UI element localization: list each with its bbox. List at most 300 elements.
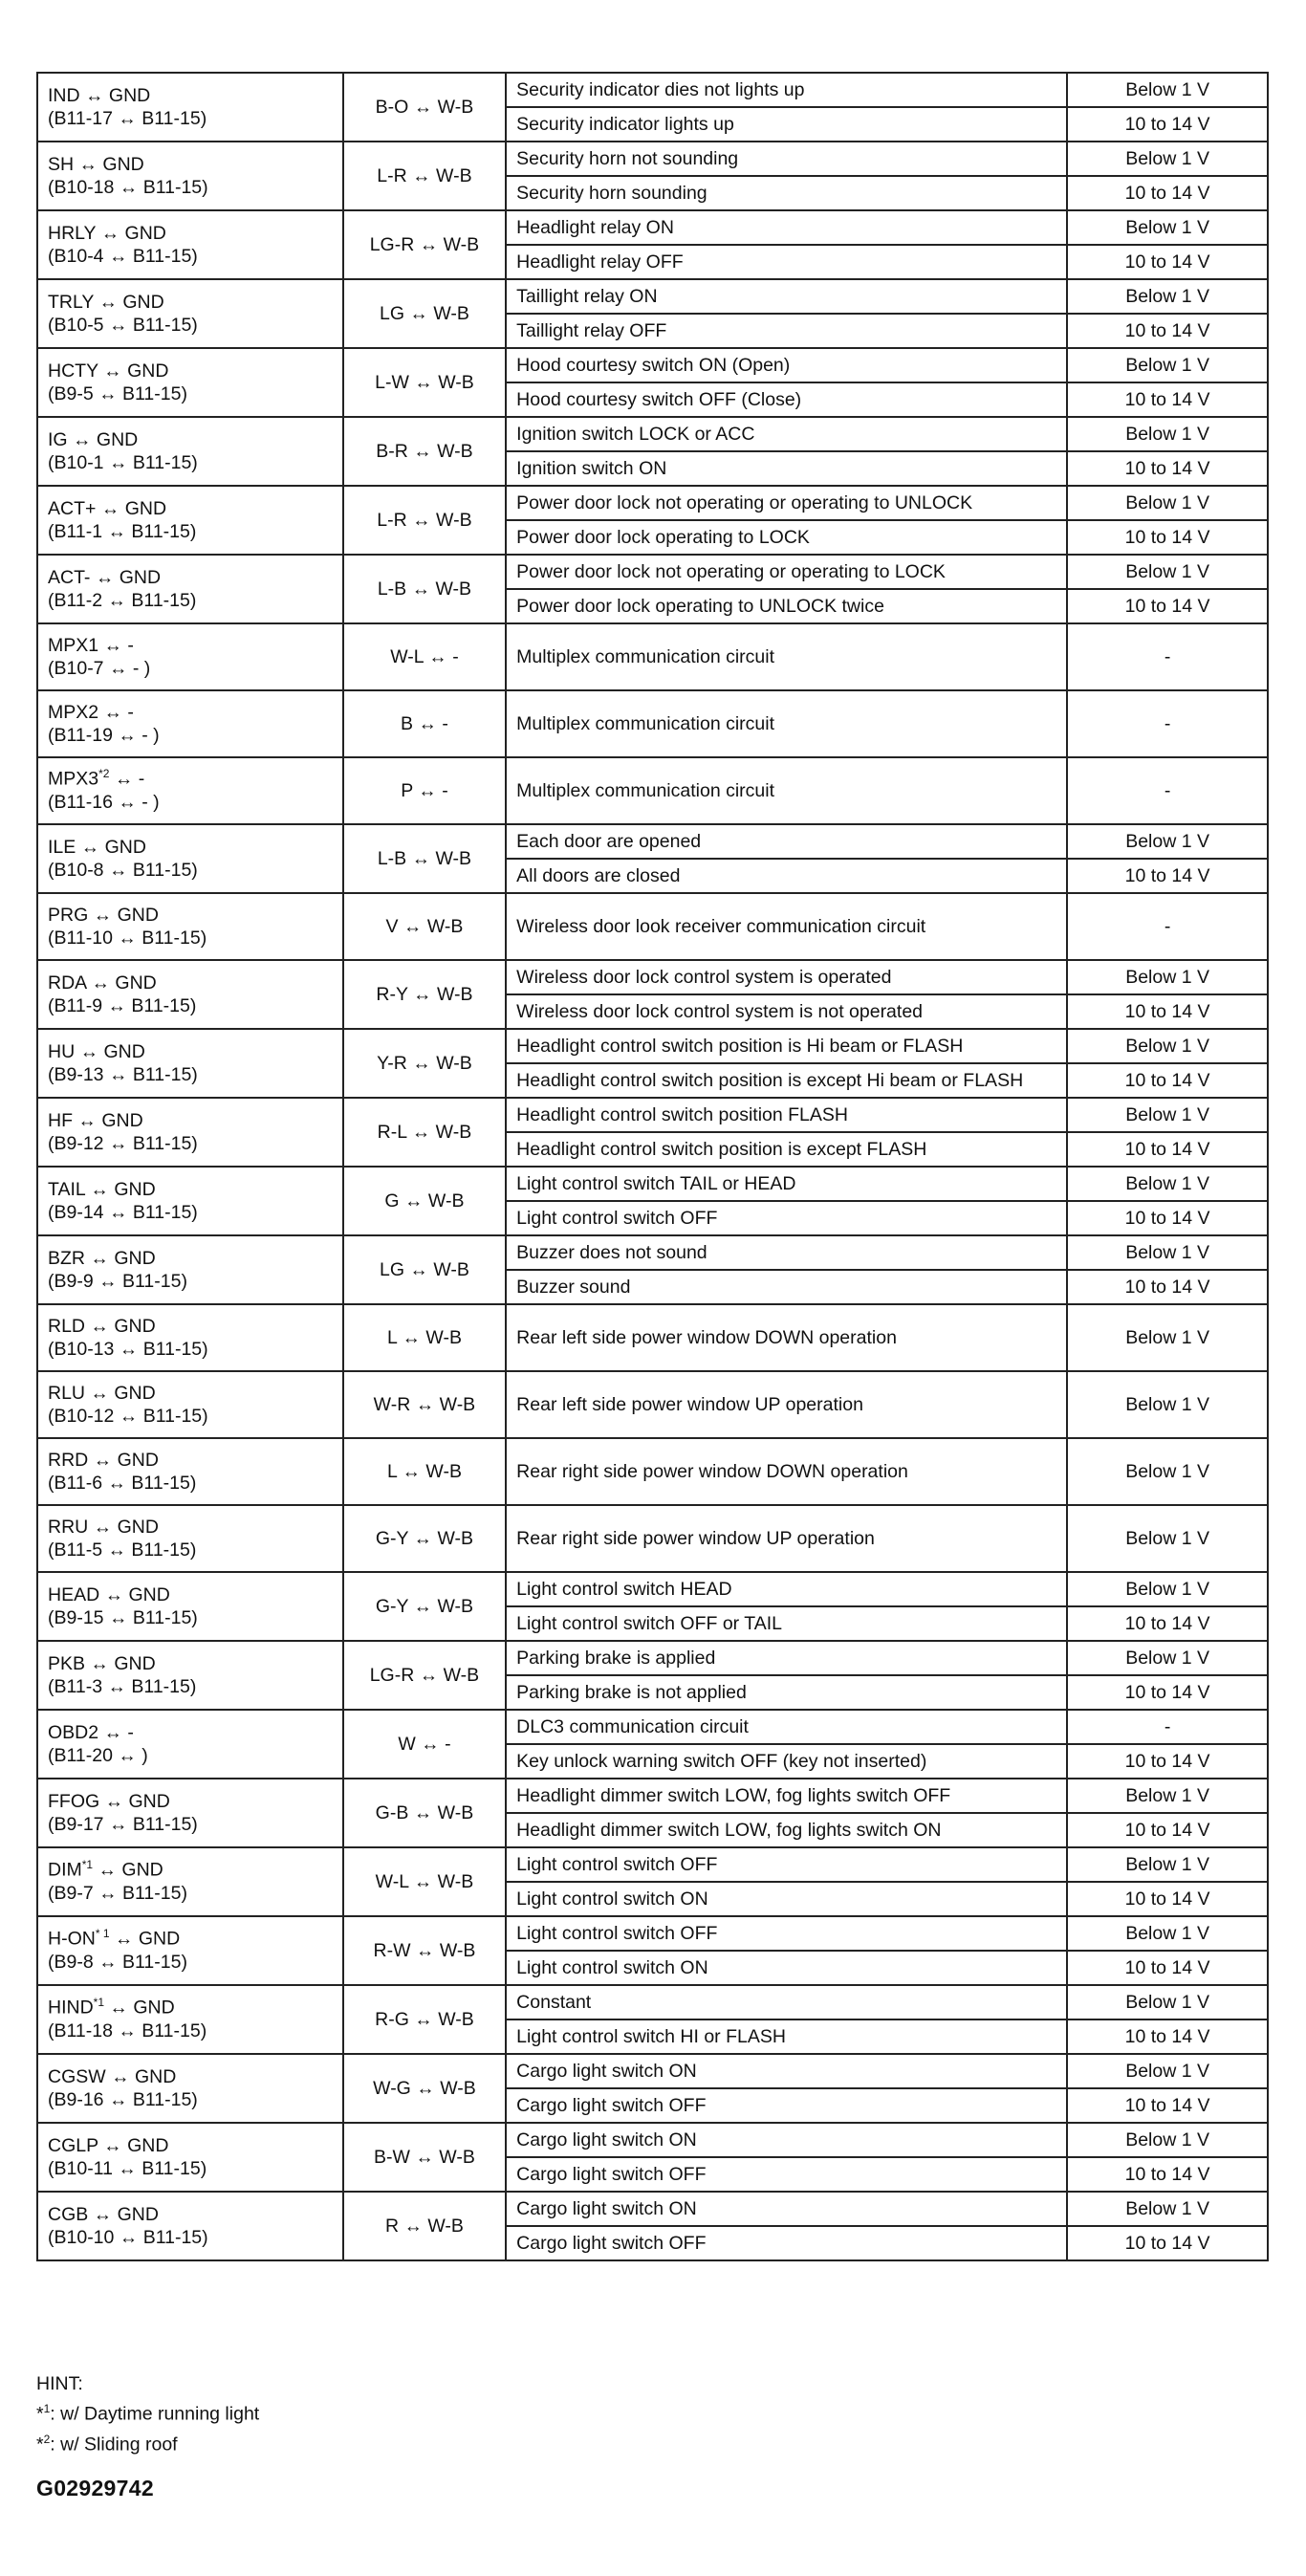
terminal-name-text: HCTY ↔ GND xyxy=(48,360,169,382)
table-row xyxy=(37,824,1268,859)
terminal-name xyxy=(48,1315,333,1338)
specified-condition-cell: Below 1 V xyxy=(1067,1505,1268,1572)
condition-cell: Multiplex communication circuit xyxy=(506,690,1067,757)
hint-note-text: : w/ Sliding roof xyxy=(50,2434,178,2455)
condition-cell: Security indicator dies not lights up xyxy=(506,73,1067,107)
specified-condition-cell: 10 to 14 V xyxy=(1067,1951,1268,1985)
terminal-pins: (B10-12 ↔ B11-15) xyxy=(48,1406,208,1427)
specified-condition-cell: 10 to 14 V xyxy=(1067,245,1268,279)
terminal-name-suffix: ↔ GND xyxy=(104,1997,175,2019)
condition-cell: Wireless door look receiver communication circuit xyxy=(506,893,1067,960)
terminal-pins: (B11-3 ↔ B11-15) xyxy=(48,1676,197,1697)
terminal-cell xyxy=(37,1167,343,1235)
condition-cell: Hood courtesy switch OFF (Close) xyxy=(506,382,1067,417)
specified-condition-cell: 10 to 14 V xyxy=(1067,382,1268,417)
table-row xyxy=(37,690,1268,757)
terminal-name-text: ACT+ ↔ GND xyxy=(48,497,167,519)
wiring-color-cell: R-L ↔ W-B xyxy=(343,1098,506,1167)
wiring-color-cell: W ↔ - xyxy=(343,1710,506,1779)
terminal-name xyxy=(48,222,333,245)
terminal-name xyxy=(48,1790,333,1813)
hint-note xyxy=(36,2427,259,2457)
condition-cell: Parking brake is not applied xyxy=(506,1675,1067,1710)
wiring-color-cell: L-B ↔ W-B xyxy=(343,555,506,623)
specified-condition-cell: Below 1 V xyxy=(1067,1438,1268,1505)
terminal-pins: (B9-14 ↔ B11-15) xyxy=(48,1202,198,1223)
specified-condition-cell: 10 to 14 V xyxy=(1067,1132,1268,1167)
terminal-pins: (B10-5 ↔ B11-15) xyxy=(48,315,198,336)
wiring-color-cell: W-R ↔ W-B xyxy=(343,1371,506,1438)
specified-condition-cell: Below 1 V xyxy=(1067,73,1268,107)
terminal-cell xyxy=(37,348,343,417)
wiring-color-cell: G ↔ W-B xyxy=(343,1167,506,1235)
specified-condition-cell: 10 to 14 V xyxy=(1067,1606,1268,1641)
terminal-pins: (B11-9 ↔ B11-15) xyxy=(48,995,197,1016)
terminal-name-text: MPX1 ↔ - xyxy=(48,634,134,656)
table-row xyxy=(37,348,1268,382)
condition-cell: Rear right side power window UP operation xyxy=(506,1505,1067,1572)
table-body xyxy=(37,73,1268,2260)
table-row xyxy=(37,893,1268,960)
condition-cell: Light control switch ON xyxy=(506,1951,1067,1985)
terminal-name xyxy=(48,428,333,451)
specified-condition-cell: 10 to 14 V xyxy=(1067,1063,1268,1098)
terminal-cell xyxy=(37,2054,343,2123)
condition-cell: Light control switch OFF xyxy=(506,1201,1067,1235)
specified-condition-cell: 10 to 14 V xyxy=(1067,2088,1268,2123)
terminal-cell xyxy=(37,1847,343,1916)
terminal-pins: (B9-17 ↔ B11-15) xyxy=(48,1814,198,1835)
condition-cell: Light control switch HEAD xyxy=(506,1572,1067,1606)
specified-condition-cell: Below 1 V xyxy=(1067,2192,1268,2226)
terminal-pins: (B10-13 ↔ B11-15) xyxy=(48,1339,208,1360)
terminal-name-text: HRLY ↔ GND xyxy=(48,222,166,244)
terminal-cell xyxy=(37,486,343,555)
wiring-color-cell: R-G ↔ W-B xyxy=(343,1985,506,2054)
specified-condition-cell: - xyxy=(1067,690,1268,757)
terminal-pins: (B11-6 ↔ B11-15) xyxy=(48,1473,197,1494)
table-row xyxy=(37,210,1268,245)
table-row xyxy=(37,1098,1268,1132)
terminal-name-text: PRG ↔ GND xyxy=(48,904,159,926)
specified-condition-cell: Below 1 V xyxy=(1067,2123,1268,2157)
wiring-color-cell: V ↔ W-B xyxy=(343,893,506,960)
specified-condition-cell: 10 to 14 V xyxy=(1067,2157,1268,2192)
terminal-pins: (B10-8 ↔ B11-15) xyxy=(48,860,198,881)
terminal-pins: (B10-10 ↔ B11-15) xyxy=(48,2227,208,2248)
wiring-color-cell: LG-R ↔ W-B xyxy=(343,1641,506,1710)
terminal-pins: (B11-10 ↔ B11-15) xyxy=(48,928,207,949)
table-row xyxy=(37,757,1268,824)
specified-condition-cell: Below 1 V xyxy=(1067,348,1268,382)
hint-note-sup: 2 xyxy=(43,2432,51,2446)
condition-cell: Rear right side power window DOWN operation xyxy=(506,1438,1067,1505)
specified-condition-cell: 10 to 14 V xyxy=(1067,2226,1268,2260)
specified-condition-cell: Below 1 V xyxy=(1067,2054,1268,2088)
terminal-pins: (B10-18 ↔ B11-15) xyxy=(48,177,208,198)
wiring-color-cell: B ↔ - xyxy=(343,690,506,757)
condition-cell: Cargo light switch OFF xyxy=(506,2226,1067,2260)
condition-cell: Security horn sounding xyxy=(506,176,1067,210)
table-row xyxy=(37,1235,1268,1270)
specified-condition-cell: 10 to 14 V xyxy=(1067,994,1268,1029)
specified-condition-cell: 10 to 14 V xyxy=(1067,451,1268,486)
terminal-pins: (B11-17 ↔ B11-15) xyxy=(48,108,207,129)
terminal-name-suffix: ↔ - xyxy=(109,768,145,790)
terminal-name-text: RRU ↔ GND xyxy=(48,1516,159,1538)
terminal-name xyxy=(48,360,333,382)
terminal-name xyxy=(48,1178,333,1201)
condition-cell: Headlight control switch position is except Hi beam or FLASH xyxy=(506,1063,1067,1098)
wiring-color-cell: P ↔ - xyxy=(343,757,506,824)
condition-cell: Cargo light switch ON xyxy=(506,2192,1067,2226)
terminal-cell xyxy=(37,1505,343,1572)
specified-condition-cell: Below 1 V xyxy=(1067,1572,1268,1606)
condition-cell: Power door lock not operating or operating to UNLOCK xyxy=(506,486,1067,520)
specified-condition-cell: 10 to 14 V xyxy=(1067,859,1268,893)
condition-cell: Buzzer sound xyxy=(506,1270,1067,1304)
condition-cell: Headlight dimmer switch LOW, fog lights switch ON xyxy=(506,1813,1067,1847)
condition-cell: Security indicator lights up xyxy=(506,107,1067,142)
table-row xyxy=(37,1641,1268,1675)
table-row xyxy=(37,73,1268,107)
terminal-pins: (B11-2 ↔ B11-15) xyxy=(48,590,197,611)
terminal-cell xyxy=(37,824,343,893)
wiring-color-cell: L-B ↔ W-B xyxy=(343,824,506,893)
terminal-name-text: CGLP ↔ GND xyxy=(48,2134,169,2156)
condition-cell: Constant xyxy=(506,1985,1067,2019)
table-row xyxy=(37,1847,1268,1882)
terminal-name xyxy=(48,1583,333,1606)
specified-condition-cell: 10 to 14 V xyxy=(1067,107,1268,142)
specified-condition-cell: - xyxy=(1067,757,1268,824)
terminal-name xyxy=(48,767,333,791)
terminal-cell xyxy=(37,1916,343,1985)
hint-title: HINT: xyxy=(36,2373,83,2394)
terminal-name xyxy=(48,2134,333,2157)
condition-cell: Ignition switch ON xyxy=(506,451,1067,486)
terminal-cell xyxy=(37,1029,343,1098)
terminal-cell xyxy=(37,2123,343,2192)
condition-cell: DLC3 communication circuit xyxy=(506,1710,1067,1744)
condition-cell: Each door are opened xyxy=(506,824,1067,859)
hint-block xyxy=(36,2371,259,2456)
condition-cell: Rear left side power window DOWN operation xyxy=(506,1304,1067,1371)
terminal-cell xyxy=(37,210,343,279)
terminal-cell xyxy=(37,1438,343,1505)
specified-condition-cell: Below 1 V xyxy=(1067,960,1268,994)
terminal-voltage-table xyxy=(36,72,1269,2261)
condition-cell: Cargo light switch ON xyxy=(506,2123,1067,2157)
terminal-name xyxy=(48,566,333,589)
table-row xyxy=(37,2192,1268,2226)
terminal-name-text: OBD2 ↔ - xyxy=(48,1721,134,1743)
terminal-name xyxy=(48,701,333,724)
terminal-name-text: IND ↔ GND xyxy=(48,84,151,106)
terminal-cell xyxy=(37,757,343,824)
condition-cell: Taillight relay OFF xyxy=(506,314,1067,348)
condition-cell: Headlight relay ON xyxy=(506,210,1067,245)
terminal-name xyxy=(48,291,333,314)
specified-condition-cell: Below 1 V xyxy=(1067,1847,1268,1882)
specified-condition-cell: 10 to 14 V xyxy=(1067,1744,1268,1779)
specified-condition-cell: 10 to 14 V xyxy=(1067,1270,1268,1304)
table-row xyxy=(37,279,1268,314)
terminal-pins: (B9-8 ↔ B11-15) xyxy=(48,1952,187,1974)
condition-cell: Cargo light switch OFF xyxy=(506,2157,1067,2192)
terminal-cell xyxy=(37,1710,343,1779)
terminal-name xyxy=(48,1858,333,1882)
wiring-color-cell: B-W ↔ W-B xyxy=(343,2123,506,2192)
condition-cell: Wireless door lock control system is operated xyxy=(506,960,1067,994)
specified-condition-cell: - xyxy=(1067,1710,1268,1744)
wiring-color-cell: R ↔ W-B xyxy=(343,2192,506,2260)
hint-note-text: : w/ Daytime running light xyxy=(50,2403,260,2425)
table-row xyxy=(37,1029,1268,1063)
specified-condition-cell: Below 1 V xyxy=(1067,1641,1268,1675)
terminal-name-suffix: ↔ GND xyxy=(109,1928,181,1950)
condition-cell: Headlight control switch position FLASH xyxy=(506,1098,1067,1132)
condition-cell: Wireless door lock control system is not operated xyxy=(506,994,1067,1029)
terminal-pins: (B11-1 ↔ B11-15) xyxy=(48,521,197,542)
wiring-color-cell: L-R ↔ W-B xyxy=(343,486,506,555)
condition-cell: Light control switch OFF xyxy=(506,1847,1067,1882)
specified-condition-cell: Below 1 V xyxy=(1067,1304,1268,1371)
specified-condition-cell: Below 1 V xyxy=(1067,1029,1268,1063)
condition-cell: Headlight relay OFF xyxy=(506,245,1067,279)
terminal-cell xyxy=(37,1304,343,1371)
terminal-pins: (B9-16 ↔ B11-15) xyxy=(48,2089,198,2110)
terminal-name xyxy=(48,904,333,927)
condition-cell: Light control switch TAIL or HEAD xyxy=(506,1167,1067,1201)
hint-note-mark: * xyxy=(36,2434,44,2455)
condition-cell: Cargo light switch ON xyxy=(506,2054,1067,2088)
terminal-pins: (B9-7 ↔ B11-15) xyxy=(48,1883,187,1905)
specified-condition-cell: Below 1 V xyxy=(1067,1371,1268,1438)
condition-cell: Hood courtesy switch ON (Open) xyxy=(506,348,1067,382)
terminal-name-suffix: ↔ GND xyxy=(93,1859,163,1881)
table-row xyxy=(37,1304,1268,1371)
table-row xyxy=(37,1985,1268,2019)
terminal-name xyxy=(48,836,333,859)
terminal-name xyxy=(48,153,333,176)
terminal-cell xyxy=(37,1098,343,1167)
wiring-color-cell: L ↔ W-B xyxy=(343,1438,506,1505)
specified-condition-cell: 10 to 14 V xyxy=(1067,1675,1268,1710)
terminal-cell xyxy=(37,1779,343,1847)
wiring-color-cell: W-L ↔ W-B xyxy=(343,1847,506,1916)
terminal-pins: (B10-1 ↔ B11-15) xyxy=(48,452,198,473)
terminal-pins: (B9-5 ↔ B11-15) xyxy=(48,383,187,404)
specified-condition-cell: 10 to 14 V xyxy=(1067,589,1268,623)
specified-condition-cell: Below 1 V xyxy=(1067,1167,1268,1201)
table-row xyxy=(37,417,1268,451)
terminal-name xyxy=(48,971,333,994)
terminal-name-text: DIM xyxy=(48,1859,82,1881)
wiring-color-cell: R-W ↔ W-B xyxy=(343,1916,506,1985)
specified-condition-cell: Below 1 V xyxy=(1067,142,1268,176)
terminal-name-text: MPX2 ↔ - xyxy=(48,701,134,723)
condition-cell: Headlight control switch position is except FLASH xyxy=(506,1132,1067,1167)
specified-condition-cell: - xyxy=(1067,623,1268,690)
wiring-color-cell: Y-R ↔ W-B xyxy=(343,1029,506,1098)
hint-note xyxy=(36,2396,259,2427)
wiring-color-cell: G-Y ↔ W-B xyxy=(343,1505,506,1572)
terminal-cell xyxy=(37,1985,343,2054)
terminal-pins: (B9-9 ↔ B11-15) xyxy=(48,1271,187,1292)
table-row xyxy=(37,1710,1268,1744)
wiring-color-cell: LG-R ↔ W-B xyxy=(343,210,506,279)
terminal-name xyxy=(48,1996,333,2019)
condition-cell: Ignition switch LOCK or ACC xyxy=(506,417,1067,451)
terminal-name xyxy=(48,634,333,657)
condition-cell: Power door lock operating to LOCK xyxy=(506,520,1067,555)
terminal-cell xyxy=(37,690,343,757)
wiring-color-cell: L-R ↔ W-B xyxy=(343,142,506,210)
terminal-name-text: HIND xyxy=(48,1997,94,2019)
terminal-pins: (B11-16 ↔ - ) xyxy=(48,792,160,814)
footnote-mark: *1 xyxy=(93,1996,105,2010)
wiring-color-cell: B-O ↔ W-B xyxy=(343,73,506,142)
terminal-name-text: CGSW ↔ GND xyxy=(48,2065,177,2087)
terminal-pins: (B11-19 ↔ - ) xyxy=(48,725,160,746)
wiring-color-cell: W-G ↔ W-B xyxy=(343,2054,506,2123)
terminal-pins: (B10-7 ↔ - ) xyxy=(48,658,151,679)
terminal-name xyxy=(48,2065,333,2088)
terminal-name-text: ILE ↔ GND xyxy=(48,836,146,858)
condition-cell: Parking brake is applied xyxy=(506,1641,1067,1675)
terminal-name-text: CGB ↔ GND xyxy=(48,2203,159,2225)
footnote-mark: *2 xyxy=(98,767,110,781)
wiring-color-cell: LG ↔ W-B xyxy=(343,1235,506,1304)
terminal-pins: (B11-20 ↔ ) xyxy=(48,1745,148,1766)
terminal-cell xyxy=(37,623,343,690)
terminal-name-text: PKB ↔ GND xyxy=(48,1652,156,1674)
terminal-name xyxy=(48,1449,333,1472)
condition-cell: Headlight dimmer switch LOW, fog lights switch OFF xyxy=(506,1779,1067,1813)
condition-cell: Multiplex communication circuit xyxy=(506,623,1067,690)
specified-condition-cell: Below 1 V xyxy=(1067,555,1268,589)
condition-cell: Headlight control switch position is Hi beam or FLASH xyxy=(506,1029,1067,1063)
table-row xyxy=(37,1572,1268,1606)
terminal-name-text: H-ON xyxy=(48,1928,96,1950)
condition-cell: Light control switch OFF xyxy=(506,1916,1067,1951)
terminal-name xyxy=(48,497,333,520)
terminal-name xyxy=(48,1040,333,1063)
specified-condition-cell: 10 to 14 V xyxy=(1067,314,1268,348)
terminal-name-text: MPX3 xyxy=(48,768,99,790)
terminal-name xyxy=(48,84,333,107)
specified-condition-cell: 10 to 14 V xyxy=(1067,1813,1268,1847)
table-row xyxy=(37,555,1268,589)
wiring-color-cell: R-Y ↔ W-B xyxy=(343,960,506,1029)
terminal-cell xyxy=(37,73,343,142)
wiring-color-cell: L ↔ W-B xyxy=(343,1304,506,1371)
specified-condition-cell: Below 1 V xyxy=(1067,279,1268,314)
wiring-color-cell: W-L ↔ - xyxy=(343,623,506,690)
specified-condition-cell: Below 1 V xyxy=(1067,1235,1268,1270)
wiring-color-cell: G-B ↔ W-B xyxy=(343,1779,506,1847)
table-row xyxy=(37,2123,1268,2157)
terminal-name-text: ACT- ↔ GND xyxy=(48,566,162,588)
table-row xyxy=(37,2054,1268,2088)
terminal-name-text: RRD ↔ GND xyxy=(48,1449,159,1471)
terminal-pins: (B9-15 ↔ B11-15) xyxy=(48,1607,198,1628)
terminal-name-text: TAIL ↔ GND xyxy=(48,1178,156,1200)
terminal-cell xyxy=(37,960,343,1029)
wiring-color-cell: G-Y ↔ W-B xyxy=(343,1572,506,1641)
specified-condition-cell: Below 1 V xyxy=(1067,417,1268,451)
table-row xyxy=(37,1371,1268,1438)
terminal-cell xyxy=(37,1572,343,1641)
specified-condition-cell: Below 1 V xyxy=(1067,1098,1268,1132)
table-row xyxy=(37,623,1268,690)
condition-cell: Key unlock warning switch OFF (key not inserted) xyxy=(506,1744,1067,1779)
terminal-name xyxy=(48,1382,333,1405)
terminal-name xyxy=(48,1247,333,1270)
terminal-pins: (B9-13 ↔ B11-15) xyxy=(48,1064,198,1085)
terminal-name-text: IG ↔ GND xyxy=(48,428,139,450)
terminal-name-text: SH ↔ GND xyxy=(48,153,144,175)
condition-cell: Rear left side power window UP operation xyxy=(506,1371,1067,1438)
specified-condition-cell: 10 to 14 V xyxy=(1067,1201,1268,1235)
terminal-name xyxy=(48,1927,333,1951)
specified-condition-cell: - xyxy=(1067,893,1268,960)
table-row xyxy=(37,1916,1268,1951)
terminal-name-text: TRLY ↔ GND xyxy=(48,291,164,313)
condition-cell: Light control switch OFF or TAIL xyxy=(506,1606,1067,1641)
hint-note-sup: 1 xyxy=(43,2402,51,2415)
condition-cell: Taillight relay ON xyxy=(506,279,1067,314)
terminal-pins: (B11-5 ↔ B11-15) xyxy=(48,1539,197,1561)
terminal-cell xyxy=(37,1371,343,1438)
condition-cell: Security horn not sounding xyxy=(506,142,1067,176)
wiring-color-cell: L-W ↔ W-B xyxy=(343,348,506,417)
table-row xyxy=(37,1167,1268,1201)
condition-cell: Light control switch ON xyxy=(506,1882,1067,1916)
specified-condition-cell: 10 to 14 V xyxy=(1067,2019,1268,2054)
terminal-cell xyxy=(37,279,343,348)
condition-cell: Power door lock operating to UNLOCK twice xyxy=(506,589,1067,623)
terminal-name-text: RLD ↔ GND xyxy=(48,1315,156,1337)
footnote-mark: *1 xyxy=(81,1858,94,1872)
terminal-cell xyxy=(37,417,343,486)
table-row xyxy=(37,486,1268,520)
terminal-cell xyxy=(37,142,343,210)
terminal-cell xyxy=(37,555,343,623)
specified-condition-cell: 10 to 14 V xyxy=(1067,1882,1268,1916)
wiring-color-cell: LG ↔ W-B xyxy=(343,279,506,348)
specified-condition-cell: Below 1 V xyxy=(1067,1779,1268,1813)
table-row xyxy=(37,1438,1268,1505)
hint-note-mark: * xyxy=(36,2403,44,2425)
terminal-pins: (B11-18 ↔ B11-15) xyxy=(48,2020,207,2042)
condition-cell: Light control switch HI or FLASH xyxy=(506,2019,1067,2054)
table-row xyxy=(37,142,1268,176)
terminal-name-text: RDA ↔ GND xyxy=(48,971,157,993)
specified-condition-cell: 10 to 14 V xyxy=(1067,176,1268,210)
terminal-name xyxy=(48,2203,333,2226)
condition-cell: Cargo light switch OFF xyxy=(506,2088,1067,2123)
terminal-name xyxy=(48,1109,333,1132)
specified-condition-cell: Below 1 V xyxy=(1067,1916,1268,1951)
wiring-color-cell: B-R ↔ W-B xyxy=(343,417,506,486)
specified-condition-cell: Below 1 V xyxy=(1067,210,1268,245)
terminal-name-text: HF ↔ GND xyxy=(48,1109,143,1131)
terminal-name-text: RLU ↔ GND xyxy=(48,1382,156,1404)
specified-condition-cell: Below 1 V xyxy=(1067,486,1268,520)
terminal-name-text: BZR ↔ GND xyxy=(48,1247,156,1269)
